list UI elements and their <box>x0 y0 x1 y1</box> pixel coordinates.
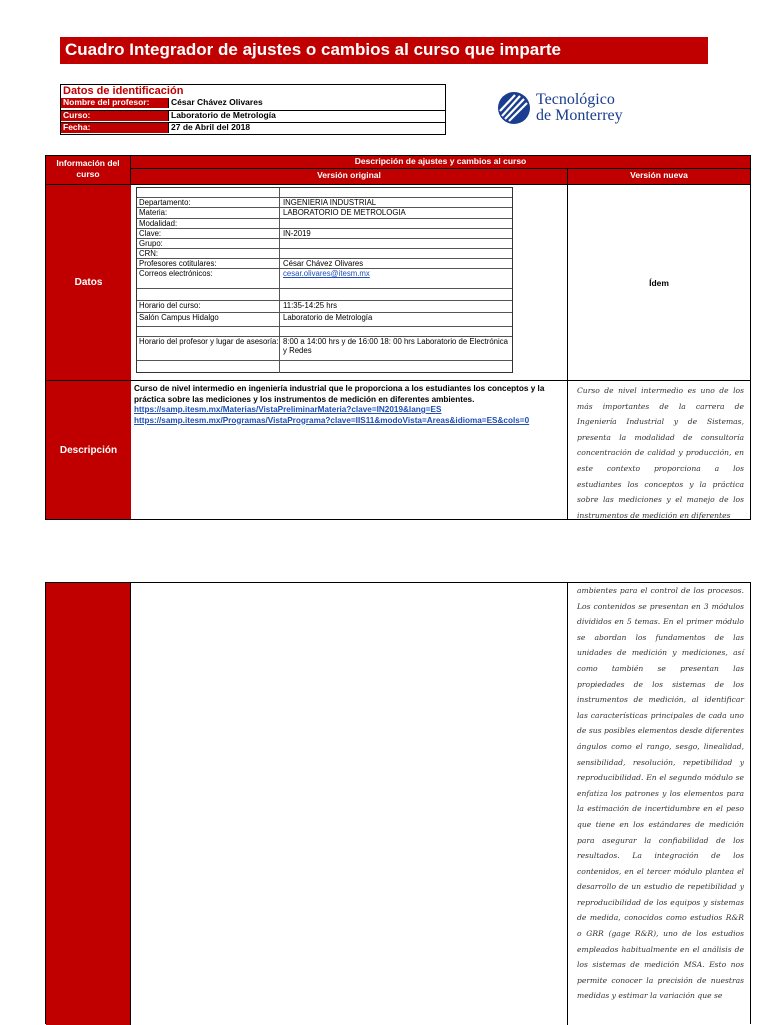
data-row <box>137 336 512 363</box>
program-link-2[interactable]: https://samp.itesm.mx/Programas/VistaPrograma?clave=IIS11&modoVista=Areas&idioma=ES&cols=0 <box>134 415 530 425</box>
id-row-date <box>61 122 445 133</box>
data-value: IN-2019 <box>283 229 311 238</box>
id-value: 27 de Abril del 2018 <box>171 122 251 132</box>
id-row-course <box>61 110 445 121</box>
data-key: Departamento: <box>139 198 191 207</box>
institution-logo <box>494 88 654 134</box>
continuation-label-cell <box>46 583 131 1025</box>
course-data-table <box>136 187 513 373</box>
data-value: Laboratorio de Metrología <box>283 313 373 322</box>
logo-text-line1: Tecnológico <box>536 91 615 108</box>
data-key: Horario del profesor y lugar de asesoría: <box>139 337 279 346</box>
row-label-descripcion-text: Descripción <box>59 444 118 456</box>
header-course-info <box>46 156 131 184</box>
data-row <box>137 312 512 327</box>
id-value: César Chávez Olivares <box>171 97 263 107</box>
identification-box <box>60 84 446 135</box>
data-value: 11:35-14:25 hrs <box>283 301 338 310</box>
page-title: Cuadro Integrador de ajustes o cambios al curso que imparte <box>60 37 708 64</box>
data-value: INGENIERIA INDUSTRIAL <box>283 198 377 207</box>
description-original <box>134 384 566 426</box>
data-value: 8:00 a 14:00 hrs y de 16:00 18: 00 hrs Laboratorio de Electrónica y Redes <box>283 337 508 355</box>
data-key: Materia: <box>139 208 168 217</box>
data-key: Correos electrónicos: <box>139 269 213 278</box>
id-row-professor <box>61 98 445 108</box>
row-label-descripcion <box>46 380 131 519</box>
header-course-info-label: Información del curso <box>56 158 120 179</box>
data-key: CRN: <box>139 249 159 258</box>
data-value: César Chávez Olivares <box>283 259 364 268</box>
row-label-datos-text: Datos <box>74 277 103 288</box>
logo-text-line2: de Monterrey <box>536 107 623 124</box>
id-label: Nombre del profesor: <box>61 98 169 108</box>
data-row <box>137 188 512 197</box>
continuation-new-cell <box>568 583 750 1025</box>
continuation-table <box>45 582 751 1024</box>
header-original-version: Versión original <box>131 169 568 184</box>
data-key: Horario del curso: <box>139 301 201 310</box>
continuation-original-cell <box>131 583 568 1025</box>
id-value: Laboratorio de Metrología <box>171 110 276 120</box>
data-key: Profesores cotitulares: <box>139 259 217 268</box>
email-link[interactable]: cesar.olivares@itesm.mx <box>283 269 370 278</box>
header-description: Descripción de ajustes y cambios al curso <box>131 156 750 169</box>
description-original-text: Curso de nivel intermedio en ingeniería industrial que le proporciona a los estudiantes los conceptos y la práctica sobre las mediciones y los instrumentos de medición en diferentes ambientes. <box>134 384 545 404</box>
id-label: Curso: <box>61 111 169 121</box>
identification-heading: Datos de identificación <box>63 85 184 97</box>
data-key: Grupo: <box>139 239 163 248</box>
data-key: Salón Campus Hidalgo <box>139 313 219 322</box>
descripcion-new-cell <box>568 380 750 519</box>
data-row <box>137 268 512 289</box>
header-new-version: Versión nueva <box>568 169 750 184</box>
program-link-1[interactable]: https://samp.itesm.mx/Materias/VistaPreliminarMateria?clave=IN2019&lang=ES <box>134 405 442 414</box>
logo-mark-icon <box>496 90 532 126</box>
data-key: Clave: <box>139 229 162 238</box>
data-key: Modalidad: <box>139 219 178 228</box>
datos-new-cell <box>568 184 750 380</box>
datos-new-text: Ídem <box>649 277 669 288</box>
id-label: Fecha: <box>61 123 169 133</box>
continuation-new-text: ambientes para el control de los procesos. Los contenidos se presentan en 3 módulos divididos en 5 temas. En el primer módulo se abordan los fundamentos de las unidades de medición y mediciones, así como también se presentan las propiedades de los sistemas de los instrumentos de medición, al identificar las características principales de cada uno de sus posibles elementos desde diferentes ángulos como el rango, sesgo, linealidad, sensibilidad, resolución, repetibilidad y reproducibilidad. En el segundo módulo se enfatiza los patrones y los elementos para la estimación de incertidumbre en el peso que tiene en los estándares de medición para asegurar la confiabilidad de los resultados. La integración de los contenidos, en el tercer módulo plantea el desarrollo de un estudio de repetibilidad y reproducibilidad de los equipos y sistemas de medida, conocidos como estudios R&R o GRR (gage R&R), uno de los estudios empleados habitualmente en el análisis de los sistemas de medición MSA. Esto nos permite conocer la precisión de nuestras medidas y estimar la variación que se <box>577 586 744 1001</box>
data-value: LABORATORIO DE METROLOGIA <box>283 208 406 217</box>
descripcion-new-text: Curso de nivel intermedio es uno de los más importantes de la carrera de Ingeniería Industrial y de Sistemas, presenta la modalidad de consultoría concentración de calidad y producción, en este contexto proporciona a los estudiantes los conceptos y la práctica sobre las mediciones y el manejo de los instrumentos de medición en diferentes <box>577 386 744 519</box>
data-row <box>137 360 512 373</box>
row-label-datos <box>46 184 131 380</box>
